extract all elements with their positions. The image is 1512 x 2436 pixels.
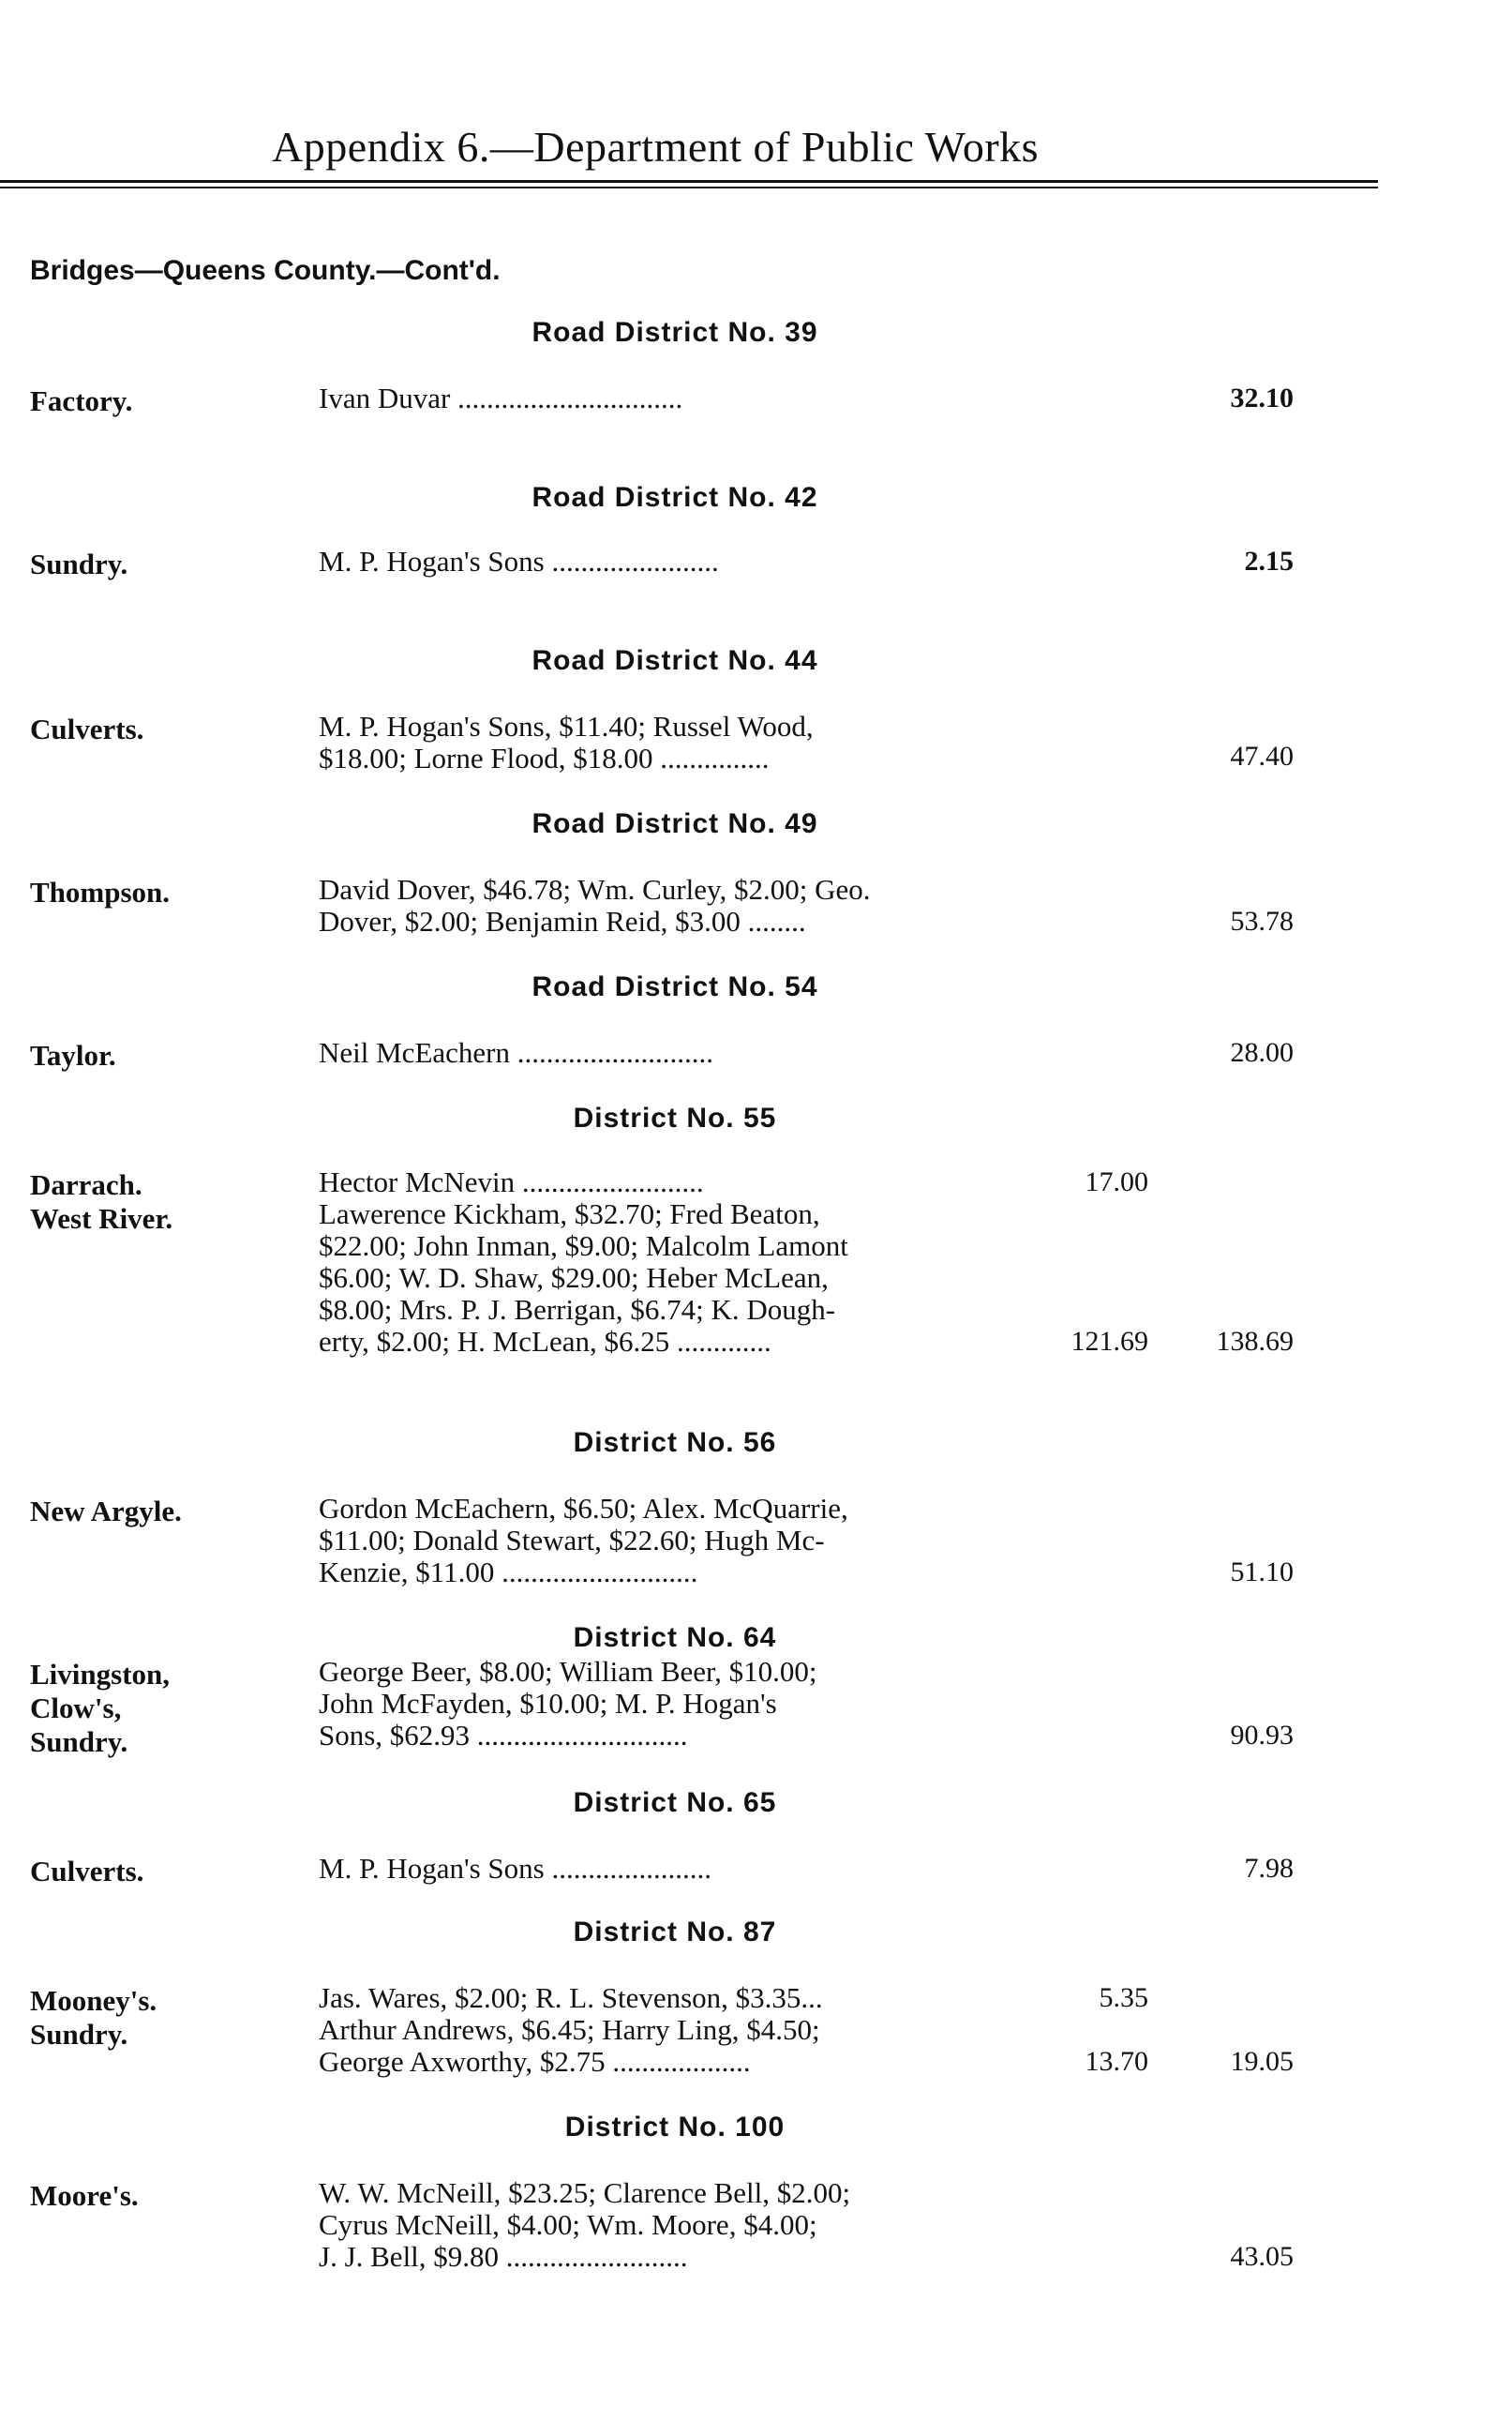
header-rule-thin	[0, 187, 1378, 188]
entry-description: Neil McEachern ...........................	[319, 1037, 713, 1069]
location-label: Culverts.	[30, 713, 144, 745]
district-heading: Road District No. 39	[531, 317, 818, 348]
district-heading: District No. 65	[573, 1787, 777, 1818]
district-heading: Road District No. 49	[531, 808, 818, 839]
district-heading: Road District No. 44	[531, 645, 818, 676]
location-label: Thompson.	[30, 876, 171, 909]
location-label: Culverts.	[30, 1855, 144, 1887]
district-heading: District No. 56	[573, 1427, 777, 1458]
entry-subtotal: 5.35	[1099, 1982, 1148, 2013]
entry-subtotal: 13.70	[1085, 2046, 1148, 2077]
location-label: Taylor.	[30, 1039, 116, 1072]
entry-total: 51.10	[1230, 1556, 1294, 1587]
district-heading: District No. 100	[564, 2112, 786, 2143]
entry-total: 7.98	[1244, 1853, 1294, 1884]
entry-description: Jas. Wares, $2.00; R. L. Stevenson, $3.35... Arthur Andrews, $6.45; Harry Ling, $4.50; George Axworthy, $2.75 ...................	[319, 1982, 823, 2078]
entry-description: George Beer, $8.00; William Beer, $10.00; John McFayden, $10.00; M. P. Hogan's Sons, $62.93 .............................	[319, 1656, 817, 1752]
location-label: Darrach. West River.	[30, 1168, 173, 1235]
entry-description: Hector McNevin ......................... Lawerence Kickham, $32.70; Fred Beaton, $22.00; John Inman, $9.00; Malcolm Lamont $6.00; W. D. Shaw, $29.00; Heber McLean, $8.00; Mrs. P. J. Berrigan, $6.74; K. Dough- erty, $2.00; H. McLean, $6.25 .............	[319, 1166, 848, 1358]
header-rule	[0, 180, 1378, 183]
location-label: Sundry.	[30, 548, 128, 580]
location-label: Moore's.	[30, 2179, 139, 2212]
page-header: Appendix 6.—Department of Public Works	[272, 123, 1040, 171]
location-label: Mooney's. Sundry.	[30, 1984, 157, 2051]
entry-total: 32.10	[1230, 383, 1294, 414]
entry-description: Ivan Duvar ...............................	[319, 383, 683, 414]
entry-subtotal: 121.69	[1070, 1326, 1148, 1357]
entry-total: 138.69	[1216, 1326, 1294, 1357]
entry-description: David Dover, $46.78; Wm. Curley, $2.00; Geo. Dover, $2.00; Benjamin Reid, $3.00 ........	[319, 874, 871, 938]
district-heading: District No. 64	[573, 1622, 777, 1653]
district-heading: Road District No. 54	[531, 971, 818, 1002]
entry-total: 90.93	[1230, 1720, 1294, 1751]
entry-total: 2.15	[1244, 546, 1294, 577]
location-label: Factory.	[30, 384, 133, 417]
location-label: Livingston, Clow's, Sundry.	[30, 1658, 171, 1758]
entry-total: 47.40	[1230, 741, 1294, 772]
district-heading: Road District No. 42	[531, 482, 818, 513]
section-title: Bridges—Queens County.—Cont'd.	[30, 255, 501, 286]
location-label: New Argyle.	[30, 1495, 182, 1527]
district-heading: District No. 87	[573, 1917, 777, 1947]
entry-description: W. W. McNeill, $23.25; Clarence Bell, $2.00; Cyrus McNeill, $4.00; Wm. Moore, $4.00; J. J. Bell, $9.80 .........................	[319, 2177, 851, 2273]
district-heading: District No. 55	[573, 1103, 777, 1134]
entry-total: 53.78	[1230, 906, 1294, 937]
entry-description: Gordon McEachern, $6.50; Alex. McQuarrie, $11.00; Donald Stewart, $22.60; Hugh Mc- Kenzie, $11.00 ...........................	[319, 1493, 848, 1588]
entry-description: M. P. Hogan's Sons .......................	[319, 546, 719, 578]
entry-total: 28.00	[1230, 1037, 1294, 1068]
entry-description: M. P. Hogan's Sons ......................	[319, 1853, 711, 1885]
entry-total: 43.05	[1230, 2241, 1294, 2272]
entry-subtotal: 17.00	[1085, 1166, 1148, 1197]
entry-description: M. P. Hogan's Sons, $11.40; Russel Wood, $18.00; Lorne Flood, $18.00 ...............	[319, 711, 814, 774]
entry-total: 19.05	[1230, 2046, 1294, 2077]
